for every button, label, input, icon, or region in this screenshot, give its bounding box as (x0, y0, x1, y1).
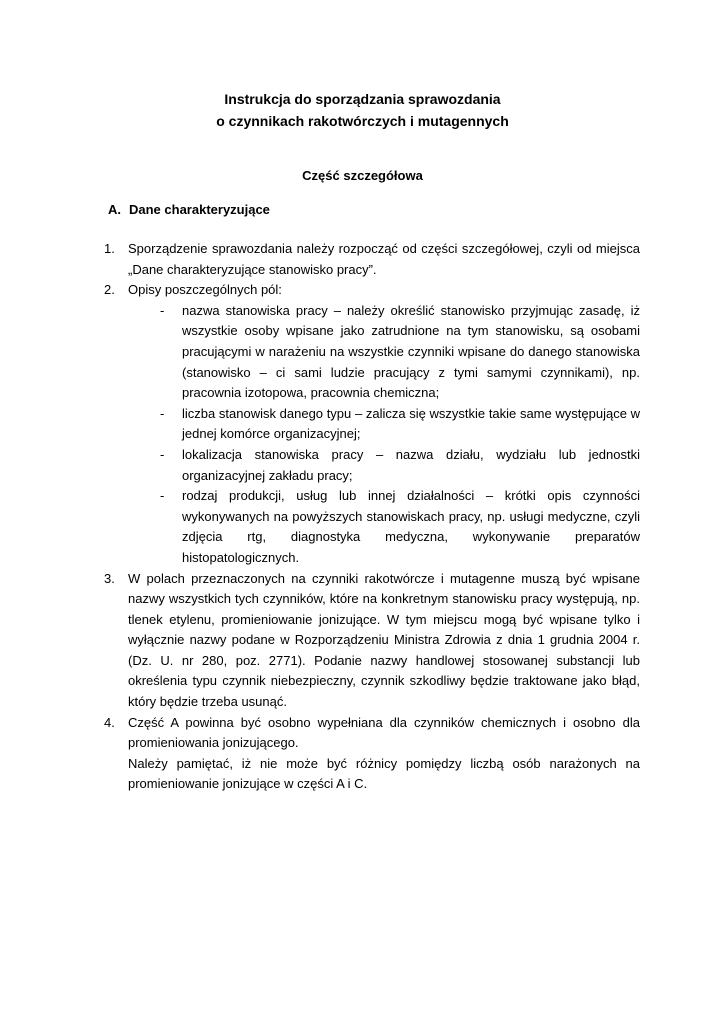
list-item-text: W polach przeznaczonych na czynniki rakotwórcze i mutagenne muszą być wpisane nazwy wszystkich tych czynników, które na konkretnym stanowisku pracy występują, np. tlenek etylenu, promieniowanie jonizujące. W tym miejscu mogą być wpisane tylko i wyłącznie nazwy podane w Rozporządzeniu Ministra Zdrowia z dnia 1 grudnia 2004 r. (Dz. U. nr 280, poz. 2771). Podanie nazwy handlowej stosowanej substancji lub określenia typu czynnik niebezpieczny, czynnik szkodliwy będzie traktowane jako błąd, który będzie trzeba usunąć. (128, 570, 640, 710)
title-line-2: o czynnikach rakotwórczych i mutagennych (216, 113, 509, 129)
field-description-list (104, 301, 640, 569)
section-heading (108, 200, 270, 221)
list-item-text: Część A powinna być osobno wypełniana dla czynników chemicznych i osobno dla promieniowania jonizującego. (128, 714, 640, 751)
list-item-4 (104, 713, 640, 795)
dash-bullet: - (160, 405, 165, 421)
list-item-3 (104, 569, 640, 713)
bullet-item (104, 404, 640, 445)
title-line-1: Instrukcja do sporządzania sprawozdania (224, 91, 501, 107)
list-item-text: Opisy poszczególnych pól: (128, 282, 282, 298)
bullet-item (104, 445, 640, 486)
dash-bullet: - (160, 488, 165, 504)
list-number: 2. (104, 282, 115, 298)
numbered-list (104, 239, 640, 795)
list-item-note: Należy pamiętać, iż nie może być różnicy pomiędzy liczbą osób narażonych na promieniowanie jonizujące w części A i C. (128, 755, 640, 792)
list-number: 4. (104, 714, 115, 730)
bullet-text: rodzaj produkcji, usług lub innej działalności – krótki opis czynności wykonywanych na powyższych stanowiskach pracy, np. usługi medyczne, czyli zdjęcia rtg, diagnostyka medyczna, wykonywanie preparatów histopatologicznych. (182, 488, 640, 565)
list-number: 3. (104, 570, 115, 586)
list-item-2 (104, 280, 640, 301)
list-item-text: Sporządzenie sprawozdania należy rozpocząć od części szczegółowej, czyli od miejsca „Dane charakteryzujące stanowisko pracy”. (128, 241, 640, 277)
section-subtitle: Część szczegółowa (302, 168, 423, 183)
bullet-item (104, 486, 640, 568)
dash-bullet: - (160, 302, 165, 318)
bullet-text: lokalizacja stanowiska pracy – nazwa działu, wydziału lub jednostki organizacyjnej zakładu pracy; (182, 446, 640, 483)
dash-bullet: - (160, 446, 165, 462)
bullet-text: nazwa stanowiska pracy – należy określić stanowisko przyjmując zasadę, iż wszystkie osoby wpisane jako zatrudnione na tym stanowisku, są osobami pracującymi w narażeniu na wszystkie czynniki wpisane do danego stanowiska (stanowisko – ci sami ludzie pracujący z tymi samymi czynnikami), np. pracownia izotopowa, pracownia chemiczna; (182, 302, 640, 401)
list-item-1 (104, 239, 640, 280)
section-heading-text: Dane charakteryzujące (129, 202, 270, 217)
bullet-item (104, 301, 640, 404)
bullet-text: liczba stanowisk danego typu – zalicza się wszystkie takie same występujące w jednej komórce organizacyjnej; (182, 405, 640, 442)
section-letter: A. (108, 202, 121, 217)
list-number: 1. (104, 241, 115, 256)
document-title (0, 88, 725, 132)
